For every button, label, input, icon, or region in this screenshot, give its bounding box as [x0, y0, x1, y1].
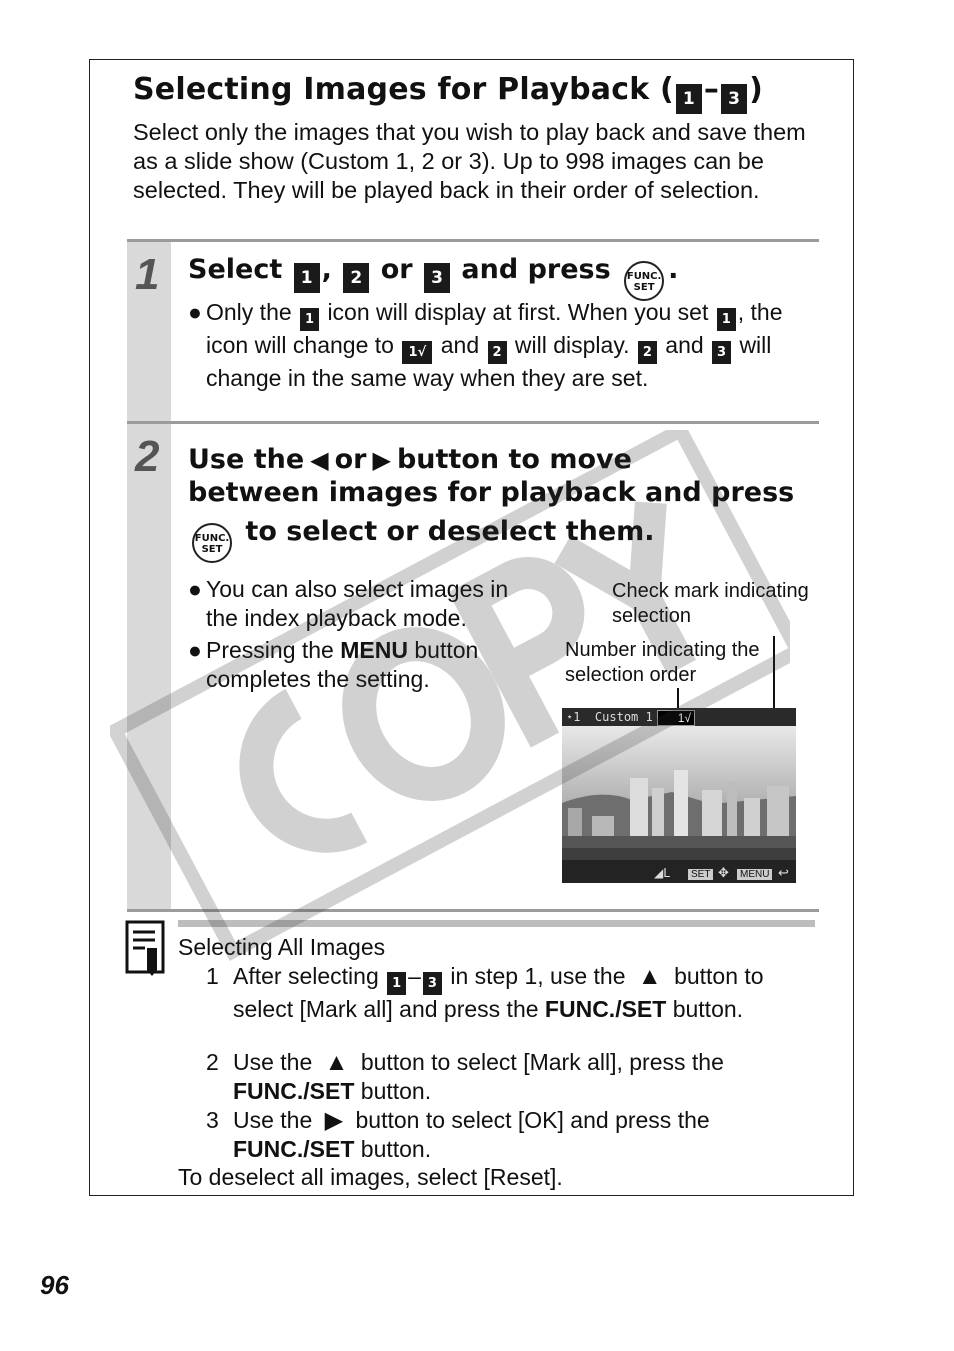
set-label: SET: [201, 544, 223, 555]
note-text: button to select [Mark all], press the: [360, 1049, 724, 1075]
step-number: 1: [135, 250, 160, 299]
note-text: button to select [OK] and press the: [355, 1107, 710, 1133]
func-set-label: FUNC./SET: [233, 1078, 355, 1104]
step-2-bullet-2: [188, 636, 536, 694]
lcd-custom-number: 1: [573, 710, 581, 724]
bullet-dot: ●: [188, 637, 202, 663]
heading-period: .: [668, 254, 679, 285]
step-number: 2: [135, 432, 160, 481]
lcd-dpad-icon: ✥: [718, 865, 729, 880]
step-2-heading-line-2: between images for playback and press: [188, 477, 795, 508]
custom-3-icon: 3: [423, 972, 442, 995]
custom-2-icon: 2: [488, 341, 507, 364]
step-1-bullet: [188, 298, 806, 393]
lcd-return-icon: ↩: [778, 865, 789, 880]
step-2-heading-line-1: [188, 444, 632, 476]
lcd-image-size: ◢L: [654, 866, 670, 880]
menu-button-label: MENU: [340, 637, 408, 663]
bullet-text: button completes the setting.: [206, 637, 479, 692]
custom-1-icon: 1: [387, 972, 406, 995]
camera-lcd-screenshot: [562, 708, 796, 883]
title-close: ): [749, 72, 764, 107]
bullet-text: and: [665, 332, 704, 358]
step-2-heading-line-3: [188, 516, 655, 563]
note-text: Use the: [233, 1107, 313, 1133]
heading-comma: ,: [321, 254, 332, 285]
note-item-number: 3: [206, 1107, 219, 1133]
city-skyline-photo: [562, 708, 796, 883]
step-1: [127, 239, 819, 424]
lcd-size-letter: L: [663, 866, 670, 880]
note-item-3: [206, 1106, 813, 1164]
right-arrow-icon: ▶: [324, 1107, 344, 1134]
custom-3-icon: 3: [721, 84, 747, 114]
step-1-heading: [188, 254, 678, 301]
note-item-number: 1: [206, 963, 219, 989]
func-set-label: FUNC./SET: [233, 1136, 355, 1162]
custom-3-icon: 3: [712, 341, 731, 364]
heading-text: button to move: [396, 444, 632, 475]
page-title: [133, 72, 763, 114]
bullet-text: , the icon will change to: [206, 299, 783, 358]
note-text: After selecting: [233, 963, 379, 989]
title-dash: –: [703, 72, 720, 107]
note-dash: –: [408, 963, 421, 989]
title-text: Selecting Images for Playback (: [133, 72, 674, 107]
bullet-text: Only the: [206, 299, 292, 325]
set-label: SET: [633, 282, 655, 293]
func-label: FUNC.: [626, 271, 662, 282]
note-text: button.: [360, 1136, 432, 1162]
note-text: Use the: [233, 1049, 313, 1075]
custom-1-icon: 1: [717, 308, 736, 331]
note-item-2: [206, 1048, 813, 1106]
note-pencil-icon: [125, 920, 167, 976]
lcd-mode-label: ⋆1 Custom 1: [566, 710, 653, 724]
custom-2-icon: 2: [343, 263, 369, 293]
bullet-text: icon will display at first. When you set: [327, 299, 709, 325]
note-heading: Selecting All Images: [178, 934, 386, 960]
lcd-selection-mark: 1√: [657, 710, 695, 726]
heading-text: Use the: [188, 444, 305, 475]
heading-and-press: and press: [461, 254, 611, 285]
note-text: button.: [360, 1078, 432, 1104]
heading-or: or: [380, 254, 413, 285]
heading-text: Select: [188, 254, 283, 285]
func-set-button-icon: [624, 261, 664, 301]
page-number: 96: [40, 1270, 69, 1300]
step-body: [171, 242, 819, 424]
func-set-label: FUNC./SET: [544, 996, 667, 1022]
note-item-number: 2: [206, 1049, 219, 1075]
custom-1-icon: 1: [676, 84, 702, 114]
callout-selection-number: Number indicating the selection order: [565, 639, 760, 686]
bullet-dot: ●: [188, 299, 202, 325]
note-text: button.: [672, 996, 744, 1022]
heading-or: or: [334, 444, 367, 475]
note-divider: [178, 920, 815, 927]
up-arrow-icon: ▲: [324, 1049, 349, 1076]
lcd-set-badge: SET: [688, 869, 713, 880]
lcd-mode-text: Custom 1: [594, 710, 653, 724]
left-arrow-icon: ◀: [310, 446, 329, 474]
note-text: in step 1, use the: [450, 963, 626, 989]
step-2-bullet-1: [188, 575, 536, 633]
custom-1-icon: 1: [294, 263, 320, 293]
bullet-text: You can also select images in the index playback mode.: [206, 576, 509, 631]
heading-text: to select or deselect them.: [245, 516, 655, 547]
func-set-button-icon: [192, 523, 232, 563]
bullet-text: Pressing the: [206, 637, 334, 663]
right-arrow-icon: ▶: [372, 446, 391, 474]
func-label: FUNC.: [194, 533, 230, 544]
callout-check-mark: Check mark indicating selection: [612, 580, 809, 627]
note-item-1: [206, 962, 813, 1024]
bullet-dot: ●: [188, 576, 202, 602]
note-text: button to select [Mark all] and press the: [233, 963, 764, 1022]
custom-2-icon: 2: [638, 341, 657, 364]
custom-1-checked-icon: 1√: [402, 341, 432, 364]
bullet-text: will change in the same way when they are set.: [206, 332, 772, 391]
note-footer: To deselect all images, select [Reset].: [178, 1164, 563, 1190]
custom-1-icon: 1: [300, 308, 319, 331]
custom-3-icon: 3: [424, 263, 450, 293]
up-arrow-icon: ▲: [637, 963, 662, 990]
intro-paragraph: Select only the images that you wish to play back and save them as a slide show (Custom 1, 2 or 3). Up to 998 images can be selected. They will be played back in their order of selection.: [133, 119, 806, 203]
bullet-text: will display.: [514, 332, 630, 358]
bullet-text: and: [440, 332, 480, 358]
lcd-menu-badge: MENU: [737, 869, 772, 880]
